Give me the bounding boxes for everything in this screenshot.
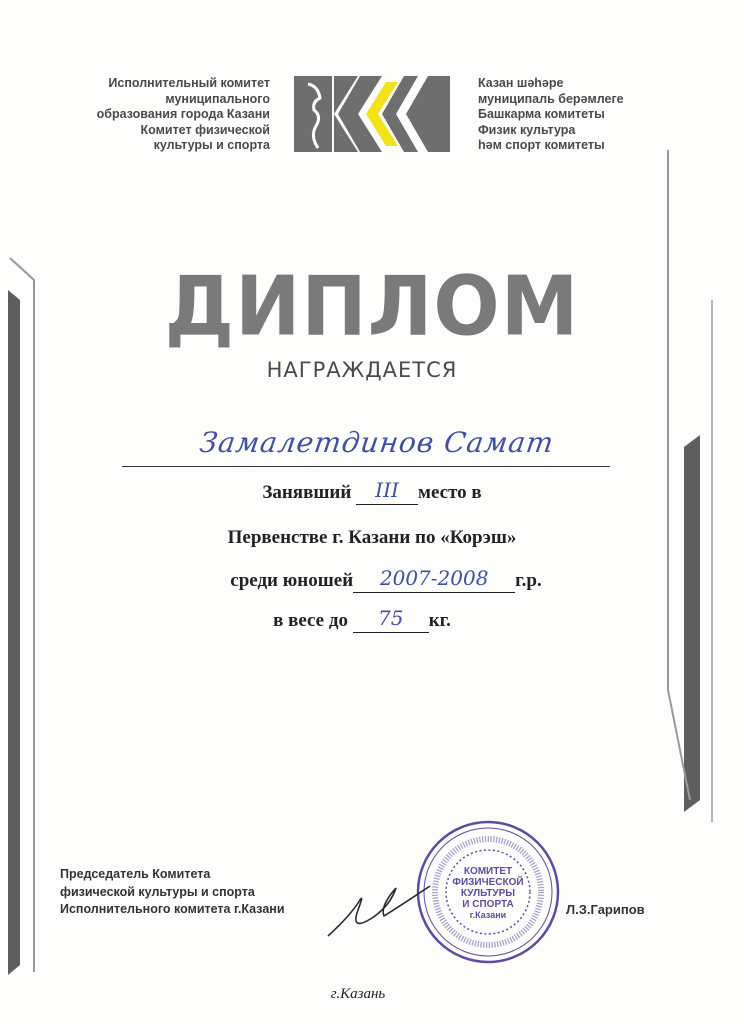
committee-logo (294, 76, 450, 152)
chairman-signature (320, 876, 440, 946)
stamp-text-5: г.Казани (469, 910, 507, 920)
competition-line: Первенстве г. Казани по «Корэш» (227, 527, 517, 548)
weight-value: 75 (378, 606, 404, 630)
age-group-line: среди юношей 2007-2008 г.р. (230, 566, 542, 591)
recipient-name: Замалетдинов Самат (197, 426, 557, 459)
stamp-text-2: ФИЗИЧЕСКОЙ (452, 877, 524, 888)
place-line: Занявший III место в (262, 478, 482, 503)
weight-blank (353, 606, 429, 633)
weight-line: в весе до 75 кг. (273, 606, 451, 631)
stamp-text-1: КОМИТЕТ (463, 866, 513, 877)
chairman-title: Председатель Комитета физической культуры и спорта Исполнительного комитета г.Казани (60, 867, 285, 916)
city-name: г.Казань (330, 986, 386, 1002)
name-underline (122, 466, 610, 467)
header-left-org: Исполнительный комитет муниципального образования города Казани Комитет физической культуры и спорта (96, 76, 270, 152)
diploma-subtitle: НАГРАЖДАЕТСЯ (266, 358, 458, 382)
years-value: 2007-2008 (379, 566, 489, 590)
place-value: III (375, 478, 399, 502)
header-right-org: Казан шәһәре муниципаль берәмлеге Башкарма комитеты Физик культура һәм спорт комитеты (478, 76, 624, 152)
signer-name: Л.З.Гарипов (566, 902, 645, 917)
diploma-title: ДИПЛОМ (164, 259, 580, 355)
stamp-text-3: КУЛЬТУРЫ (460, 888, 516, 899)
stamp-text-4: И СПОРТА (462, 899, 514, 910)
place-blank (356, 478, 418, 505)
